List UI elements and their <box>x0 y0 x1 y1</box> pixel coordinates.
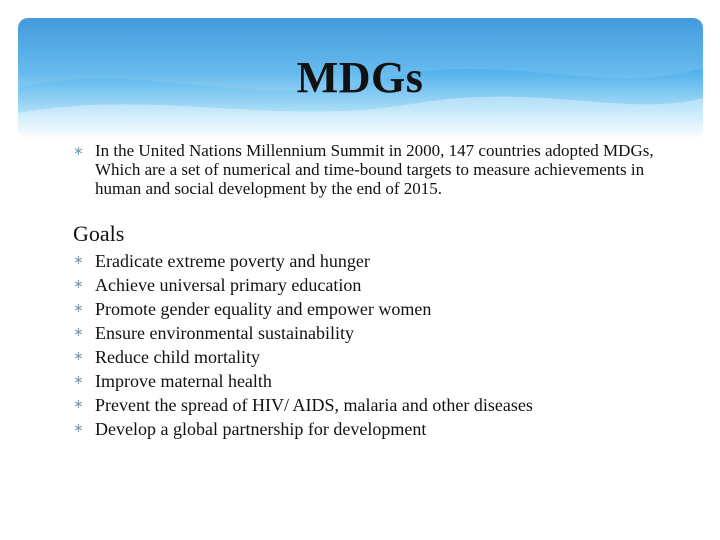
goals-list <box>73 249 673 441</box>
goal-text: Ensure environmental sustainability <box>95 323 354 343</box>
bullet-star-icon: ∗ <box>73 144 84 159</box>
goal-item <box>73 345 673 369</box>
goal-item <box>73 417 673 441</box>
goal-item <box>73 297 673 321</box>
bullet-star-icon: ∗ <box>73 325 84 340</box>
bullet-star-icon: ∗ <box>73 397 84 412</box>
slide-title: MDGs <box>296 53 424 102</box>
bullet-star-icon: ∗ <box>73 421 84 436</box>
goal-item <box>73 369 673 393</box>
goals-heading: Goals <box>73 221 125 246</box>
bullet-star-icon: ∗ <box>73 373 84 388</box>
intro-paragraph <box>73 141 658 198</box>
goal-text: Reduce child mortality <box>95 347 260 367</box>
goal-item <box>73 249 673 273</box>
goal-item <box>73 393 673 417</box>
intro-text: In the United Nations Millennium Summit in 2000, 147 countries adopted MDGs, Which are a set of numerical and time-bound targets to measure achievements in human and social development by the end of 2015. <box>95 141 654 198</box>
bullet-star-icon: ∗ <box>73 277 84 292</box>
bullet-star-icon: ∗ <box>73 253 84 268</box>
goal-item <box>73 273 673 297</box>
goal-text: Achieve universal primary education <box>95 275 362 295</box>
goal-text: Prevent the spread of HIV/ AIDS, malaria and other diseases <box>95 395 533 415</box>
goal-text: Improve maternal health <box>95 371 272 391</box>
goal-text: Develop a global partnership for development <box>95 419 427 439</box>
bullet-star-icon: ∗ <box>73 301 84 316</box>
goal-text: Eradicate extreme poverty and hunger <box>95 251 370 271</box>
goal-item <box>73 321 673 345</box>
bullet-star-icon: ∗ <box>73 349 84 364</box>
goal-text: Promote gender equality and empower women <box>95 299 432 319</box>
